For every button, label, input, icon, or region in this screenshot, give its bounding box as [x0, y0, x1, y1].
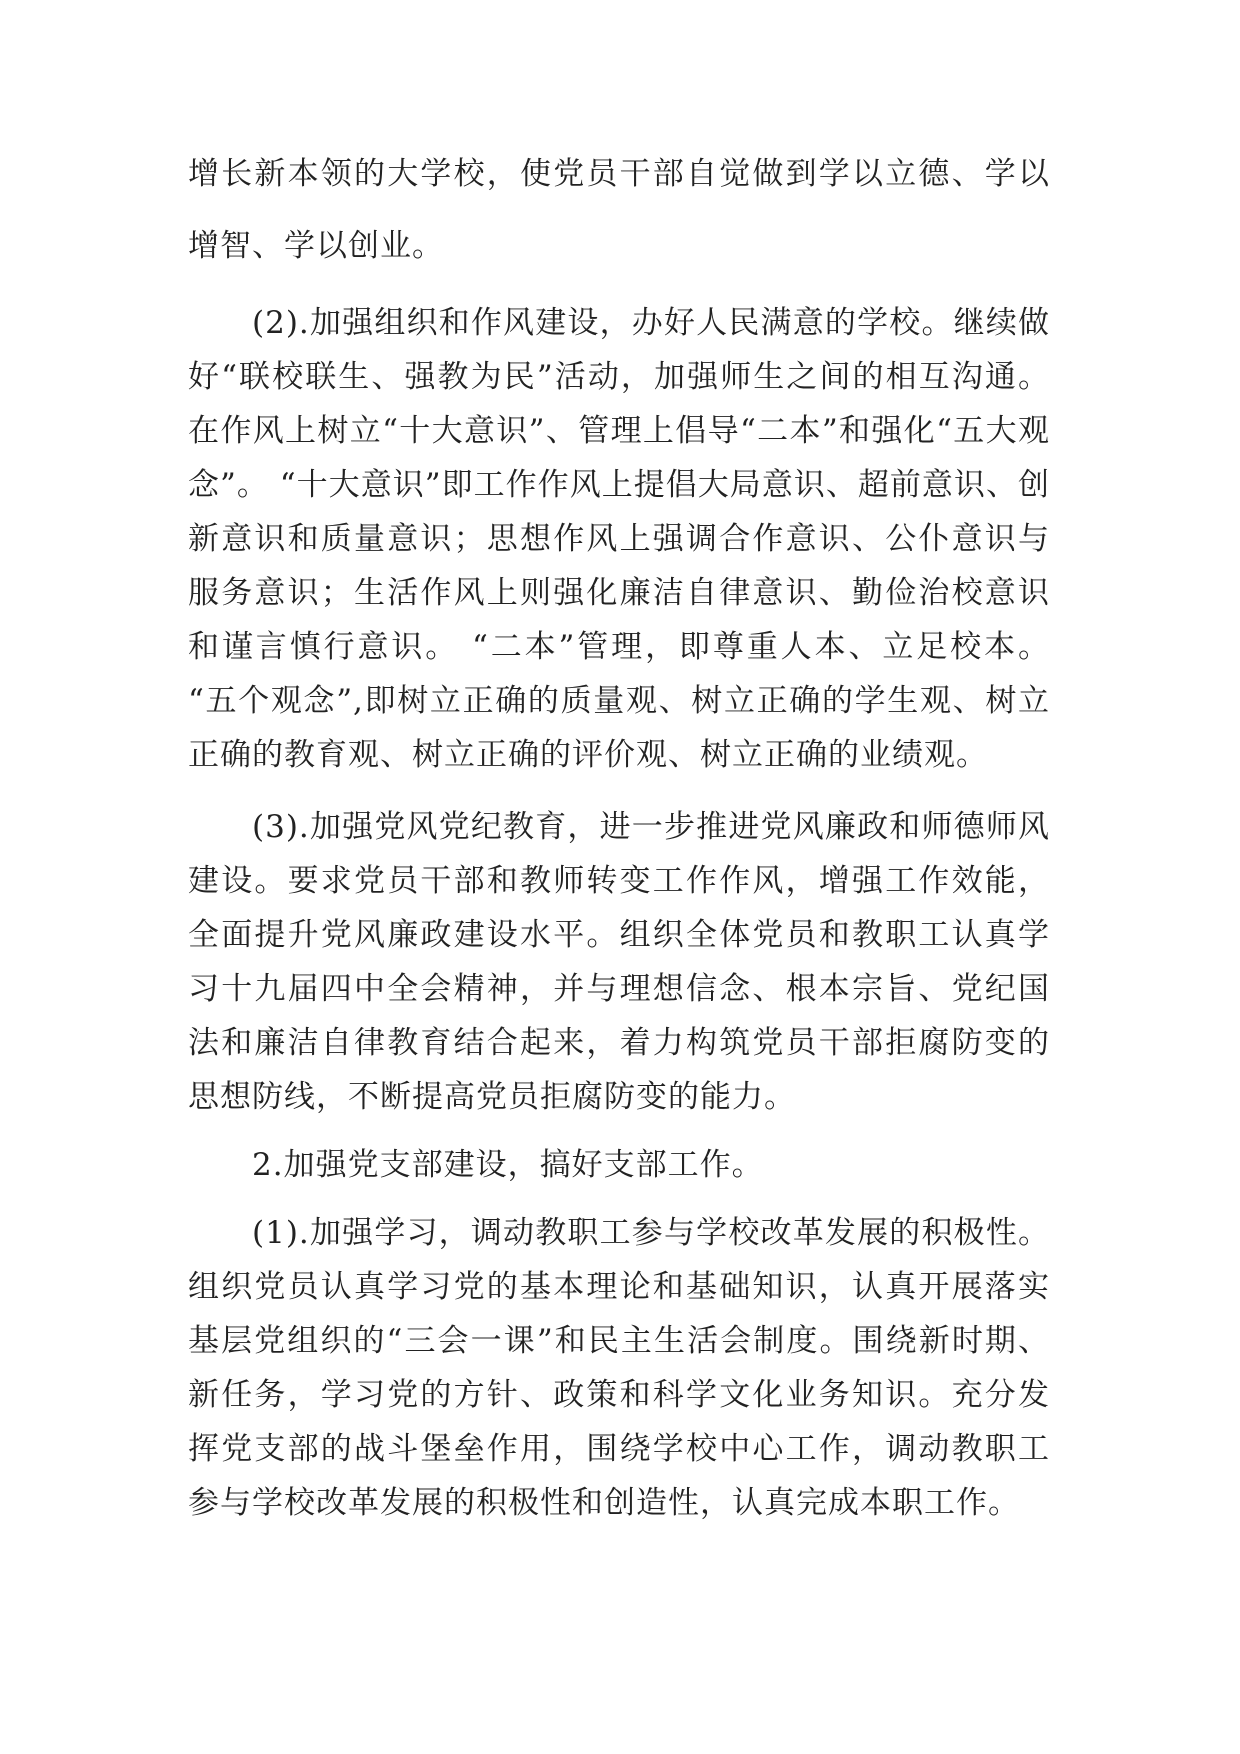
paragraph-item-1: (1).加强学习，调动教职工参与学校改革发展的积极性。组织党员认真学习党的基本理论和基础知识，认真开展落实基层党组织的“三会一课”和民主生活会制度。围绕新时期、新任务，学习党的方针、政策和科学文化业务知识。充分发挥党支部的战斗堡垒作用，围绕学校中心工作，调动教职工参与学校改革发展的积极性和创造性，认真完成本职工作。	[188, 1215, 1050, 1521]
paragraph-item-3: (3).加强党风党纪教育，进一步推进党风廉政和师德师风建设。要求党员干部和教师转变工作作风，增强工作效能，全面提升党风廉政建设水平。组织全体党员和教职工认真学习十九届四中全会精神，并与理想信念、根本宗旨、党纪国法和廉洁自律教育结合起来，着力构筑党员干部拒腐防变的思想防线，不断提高党员拒腐防变的能力。	[188, 809, 1050, 1115]
section-heading-2: 2.加强党支部建设，搞好支部工作。	[252, 1147, 764, 1183]
paragraph-item-2: (2).加强组织和作风建设，办好人民满意的学校。继续做好“联校联生、强教为民”活动，加强师生之间的相互沟通。在作风上树立“十大意识”、管理上倡导“二本”和强化“五大观念”。 “十大意识”即工作作风上提倡大局意识、超前意识、创新意识和质量意识；思想作风上强调合作意识、公仆意识与服务意识；生活作风上则强化廉洁自律意识、勤俭治校意识和谨言慎行意识。 “二本”管理，即尊重人本、立足校本。 “五个观念”,即树立正确的质量观、树立正确的学生观、树立正确的教育观、树立正确的评价观、树立正确的业绩观。	[188, 305, 1050, 773]
paragraph-continuation: 增长新本领的大学校，使党员干部自觉做到学以立德、学以增智、学以创业。	[188, 156, 1050, 264]
document-body	[188, 138, 1050, 1530]
